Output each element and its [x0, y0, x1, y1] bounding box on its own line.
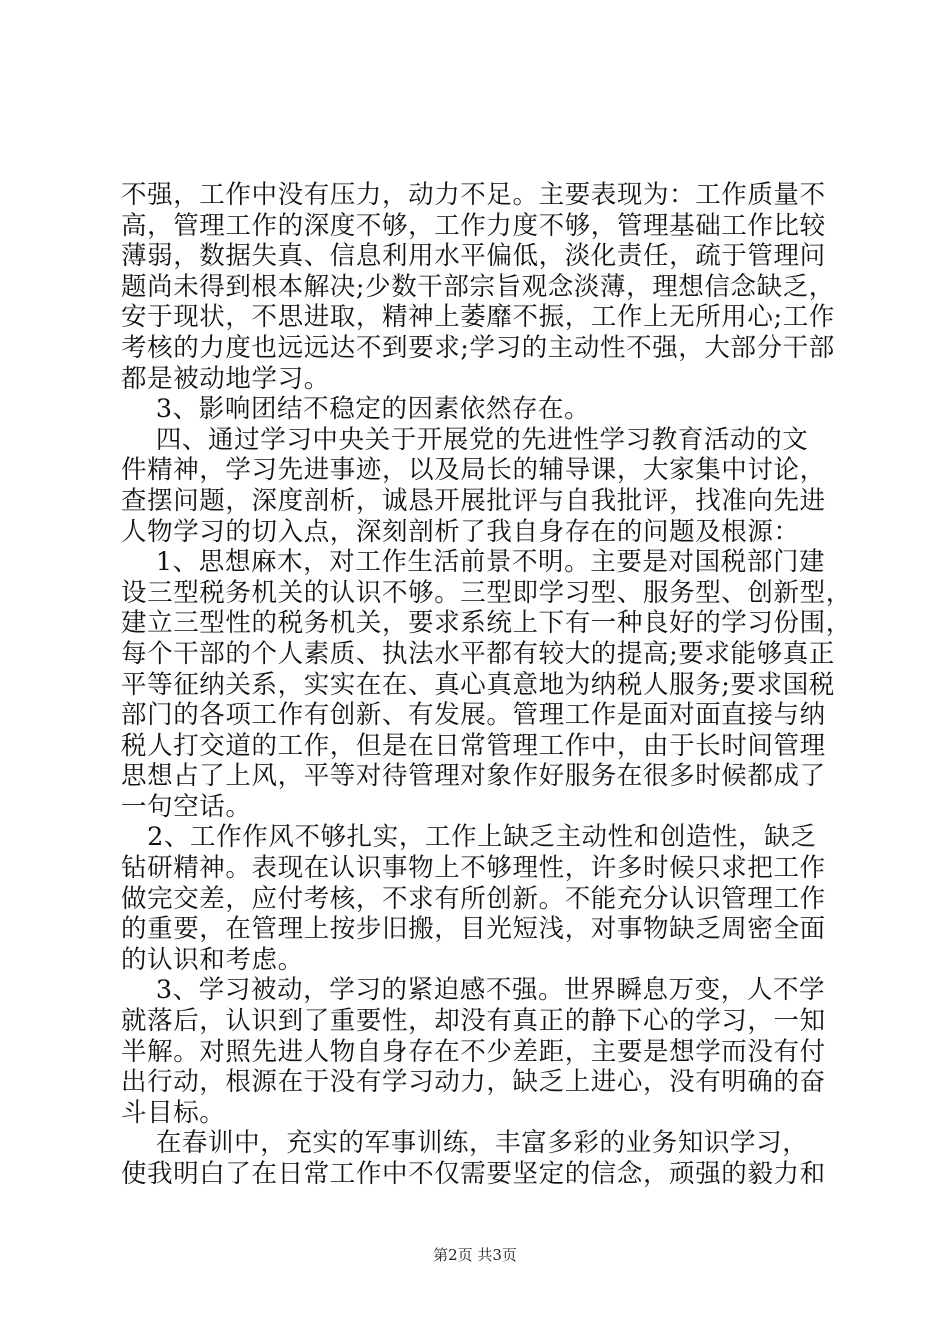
text-line: 建立三型性的税务机关，要求系统上下有一种良好的学习份围，	[121, 608, 852, 639]
text-line: 1、思想麻木，对工作生活前景不明。主要是对国税部门建	[121, 547, 826, 578]
text-line: 薄弱，数据失真、信息利用水平偏低，淡化责任，疏于管理问	[121, 241, 826, 272]
body-text	[121, 180, 852, 1190]
text-line: 斗目标。	[121, 1097, 226, 1128]
text-line: 都是被动地学习。	[121, 363, 330, 394]
text-line: 每个干部的个人素质、执法水平都有较大的提高;要求能够真正	[121, 638, 835, 669]
text-line: 的重要，在管理上按步旧搬，目光短浅，对事物缺乏周密全面	[121, 914, 826, 945]
text-line: 不强，工作中没有压力，动力不足。主要表现为：工作质量不	[121, 180, 826, 210]
text-line: 部门的各项工作有创新、有发展。管理工作是面对面直接与纳	[121, 700, 826, 731]
text-line: 3、影响团结不稳定的因素依然存在。	[121, 394, 591, 425]
text-line: 就落后，认识到了重要性，却没有真正的静下心的学习，一知	[121, 1006, 826, 1037]
text-line: 高，管理工作的深度不够，工作力度不够，管理基础工作比较	[121, 210, 826, 241]
text-line: 件精神，学习先进事迹，以及局长的辅导课，大家集中讨论，	[121, 455, 826, 486]
text-line: 题尚未得到根本解决;少数干部宗旨观念淡薄，理想信念缺乏，	[121, 271, 835, 302]
text-line: 思想占了上风，平等对待管理对象作好服务在很多时候都成了	[121, 761, 826, 792]
text-line: 设三型税务机关的认识不够。三型即学习型、服务型、创新型，	[121, 577, 852, 608]
text-line: 查摆问题，深度剖析，诚恳开展批评与自我批评，找准向先进	[121, 485, 826, 516]
text-line: 在春训中，充实的军事训练，丰富多彩的业务知识学习，	[121, 1128, 809, 1159]
text-line: 安于现状，不思进取，精神上萎靡不振，工作上无所用心;工作	[121, 302, 835, 333]
text-line: 2、工作作风不够扎实，工作上缺乏主动性和创造性，缺乏	[121, 822, 817, 853]
text-line: 税人打交道的工作，但是在日常管理工作中，由于长时间管理	[121, 730, 826, 761]
text-line: 使我明白了在日常工作中不仅需要坚定的信念，顽强的毅力和	[121, 1159, 826, 1189]
text-line: 钻研精神。表现在认识事物上不够理性，许多时候只求把工作	[121, 853, 826, 884]
page-number-footer: 第2页 共3页	[433, 1246, 517, 1264]
text-line: 考核的力度也远远达不到要求;学习的主动性不强，大部分干部	[121, 332, 835, 363]
text-line: 半解。对照先进人物自身存在不少差距，主要是想学而没有付	[121, 1036, 826, 1067]
text-line: 做完交差，应付考核，不求有所创新。不能充分认识管理工作	[121, 883, 826, 914]
text-line: 一句空话。	[121, 791, 252, 822]
text-line: 的认识和考虑。	[121, 944, 304, 975]
text-line: 人物学习的切入点，深刻剖析了我自身存在的问题及根源：	[121, 516, 800, 547]
text-line: 平等征纳关系，实实在在、真心真意地为纳税人服务;要求国税	[121, 669, 835, 700]
text-line: 3、学习被动，学习的紧迫感不强。世界瞬息万变，人不学	[121, 975, 826, 1006]
text-line: 出行动，根源在于没有学习动力，缺乏上进心，没有明确的奋	[121, 1067, 826, 1098]
text-line: 四、通过学习中央关于开展党的先进性学习教育活动的文	[121, 424, 809, 455]
